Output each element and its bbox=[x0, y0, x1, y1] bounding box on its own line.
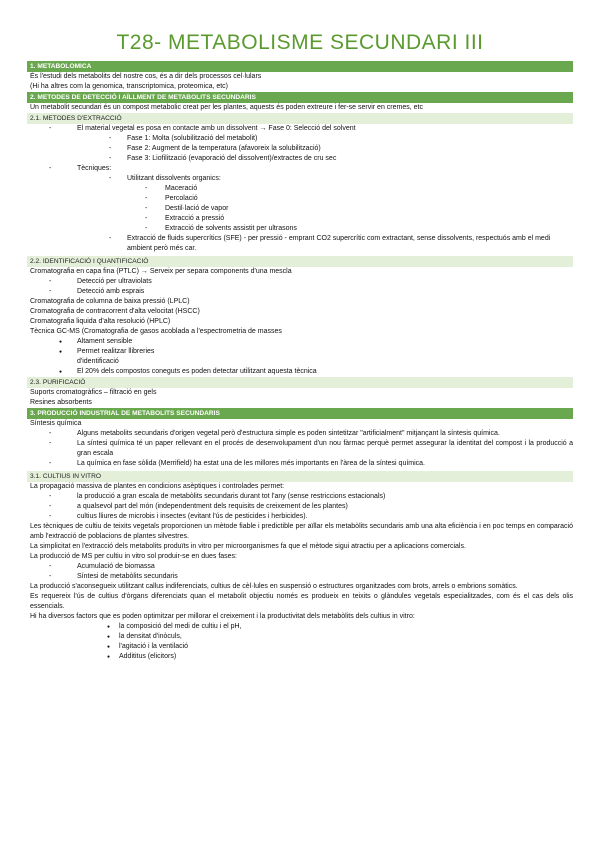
list-item: - a qualsevol part del món (independentment dels requisits de creixement de les plantes) bbox=[27, 502, 573, 512]
paragraph: Les tècniques de cultiu de teixits vegetals proporcionen un mètode fiable i predictible per aïllar els metabòlits secundaris amb una alta eficiència i en poc temps en comparació amb l'extracció de poblacions de plantes silvestres. bbox=[30, 523, 573, 540]
list-item: - Maceració bbox=[27, 184, 573, 194]
paragraph: Síntesis química bbox=[30, 420, 82, 427]
list-item: - La síntesi química té un paper rellevant en el procés de desenvolupament d'un nou fàrmac perquè permet assegurar la identitat del compost i la producció a gran escala bbox=[27, 439, 573, 459]
subsection-heading-2-2: 2.2. IDENTIFICACIÓ I QUANTIFICACIÓ bbox=[27, 256, 573, 267]
list-item: - Extracció de fluids supercrítics (SFE) - per pressió - emprant CO2 supercrític com extractant, sense dissolvents, respectuós amb el medi ambient però més car. bbox=[27, 234, 573, 254]
list-item: ● Addititus (elicitors) bbox=[27, 652, 573, 662]
paragraph: Un metabolit secundari és un compost metabolic creat per les plantes, aquests és poden extreure i fer-se servir en cremes, etc bbox=[30, 104, 423, 111]
list-item: - Utilitzant dissolvents organics: bbox=[27, 174, 573, 184]
list-item: ● la composició del medi de cultiu i el pH, bbox=[27, 622, 573, 632]
paragraph: Resines absorbents bbox=[30, 399, 92, 406]
list-item: - cultius lliures de microbis i insectes (evitant l'ús de pesticides i herbicides). bbox=[27, 512, 573, 522]
paragraph: La propagació massiva de plantes en condicions asèptiques i controlades permet: bbox=[30, 483, 285, 490]
list-item: ● Altament sensible bbox=[27, 337, 573, 347]
list-item: - Percolació bbox=[27, 194, 573, 204]
paragraph: La producció s'aconsegueix utilitzant callus indiferenciats, cultius de cèl·lules en suspensió o estructures organitzades com brots, arrels o embrions somàtics. bbox=[30, 583, 518, 590]
paragraph: Tècnica GC-MS (Cromatografia de gasos acoblada a l'espectrometria de masses bbox=[30, 328, 282, 335]
list-item: - Síntesi de metabòlits secundaris bbox=[27, 572, 573, 582]
list-item: - Extracció de solvents assistit per ultrasons bbox=[27, 224, 573, 234]
paragraph: (Hi ha altres com la genomica, transcriptomica, proteomica, etc) bbox=[30, 83, 229, 90]
paragraph: És l'estudi dels metabolits del nostre cos, és a dir dels processos cel·lulars bbox=[30, 73, 262, 80]
list-item: - Fase 2: Augment de la temperatura (afavoreix la solubilització) bbox=[27, 144, 573, 154]
gcms-list bbox=[27, 337, 573, 377]
list-item: - El material vegetal es posa en contacte amb un dissolvent → Fase 0: Selecció del solvent bbox=[27, 124, 573, 134]
paragraph: Cromatografia liquida d'alta resolució (HPLC) bbox=[30, 318, 171, 325]
subsection-heading-3-1: 3.1. CULTIUS IN VITRO bbox=[27, 471, 573, 482]
extraction-list bbox=[27, 124, 573, 254]
paragraph: La simplicitat en l'extracció dels metabolits produïts in vitro per microorganismes fa que el mètode sigui atractiu per a aplicacions comercials. bbox=[30, 543, 466, 550]
subsection-heading-2-3: 2.3. PURIFICACIÓ bbox=[27, 377, 573, 388]
list-item: - Fase 3: Liofilització (evaporació del dissolvent)/extractes de cru sec bbox=[27, 154, 573, 164]
list-item: - Fase 1: Molta (solubilització del metabolit) bbox=[27, 134, 573, 144]
list-item: - La química en fase sòlida (Merrifield) ha estat una de les millores més importants en l'àrea de la síntesi química. bbox=[27, 459, 573, 469]
in-vitro-benefits-list bbox=[27, 492, 573, 522]
section-heading-2: 2. METODES DE DETECCIÓ I AÏLLMENT DE METABOLITS SECUNDARIS bbox=[27, 92, 573, 103]
paragraph: Hi ha diversos factors que es poden optimitzar per millorar el creixement i la productivitat dels metabòlits dels cultius in vitro: bbox=[30, 613, 415, 620]
list-item: - Detecció per ultraviolats bbox=[27, 277, 573, 287]
factors-list bbox=[27, 622, 573, 662]
list-item: - Acumulació de biomassa bbox=[27, 562, 573, 572]
list-item: ● l'agitació i la ventilació bbox=[27, 642, 573, 652]
list-item: - Extracció a pressió bbox=[27, 214, 573, 224]
synthesis-list bbox=[27, 429, 573, 469]
list-item: - Detecció amb esprais bbox=[27, 287, 573, 297]
page-title: T28- METABOLISME SECUNDARI III bbox=[116, 31, 484, 54]
paragraph: La producció de MS per cultiu in vitro sol produir-se en dues fases: bbox=[30, 553, 237, 560]
detection-list bbox=[27, 277, 573, 297]
section-heading-1: 1. METABOLOMICA bbox=[27, 61, 573, 72]
paragraph: Cromatografia de columna de baixa pressió (LPLC) bbox=[30, 298, 190, 305]
list-item: - Tècniques: bbox=[27, 164, 573, 174]
list-item: - la producció a gran escala de metabòlits secundaris durant tot l'any (sense restriccions estacionals) bbox=[27, 492, 573, 502]
list-item: ● la densitat d'inòculs, bbox=[27, 632, 573, 642]
paragraph: Cromatografia en capa fina (PTLC) → Serveix per separa components d'una mescla bbox=[30, 268, 292, 275]
paragraph: Cromatografia de contracorrent d'alta velocitat (HSCC) bbox=[30, 308, 200, 315]
phases-list bbox=[27, 562, 573, 582]
list-item: d'identificació bbox=[77, 358, 119, 365]
list-item: ● Permet realitzar llibreries bbox=[27, 347, 573, 357]
list-item: - Alguns metabolits secundaris d'origen vegetal però d'estructura simple es poden sintetitzar "artificialment" mitjançant la síntesis química. bbox=[27, 429, 573, 439]
section-heading-3: 3. PRODUCCIÓ INDUSTRIAL DE METABOLITS SECUNDARIS bbox=[27, 408, 573, 419]
list-item: ● El 20% dels compostos coneguts es poden detectar utilitzant aquesta tècnica bbox=[27, 367, 573, 377]
paragraph: Es requereix l'ús de cultius d'òrgans diferenciats quan el metabolit objectiu només es produeix en teixits o glàndules vegetals especialitzades, com és el cas dels olis essencials. bbox=[30, 593, 573, 610]
list-item: - Destil·lació de vapor bbox=[27, 204, 573, 214]
document-page bbox=[27, 30, 573, 662]
paragraph: Suports cromatogràfics – filtració en gels bbox=[30, 389, 157, 396]
subsection-heading-2-1: 2.1. METODES D'EXTRACCIÓ bbox=[27, 113, 573, 124]
